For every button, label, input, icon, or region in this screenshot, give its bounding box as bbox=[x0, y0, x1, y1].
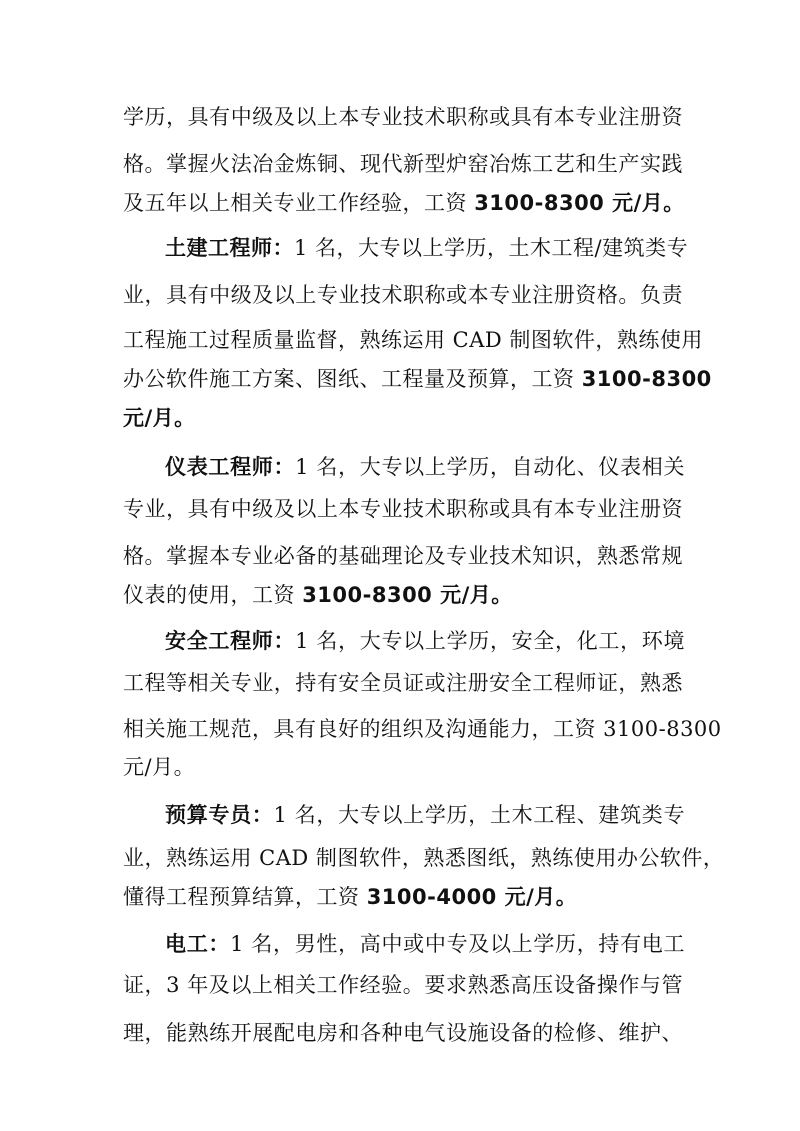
paragraph-line bbox=[123, 145, 683, 183]
paragraph-line bbox=[123, 98, 683, 136]
text-run: 1 名，大专以上学历，土木工程、建筑类专 bbox=[273, 803, 685, 827]
paragraph-line bbox=[123, 878, 683, 916]
paragraph-line bbox=[123, 184, 683, 222]
text-run: 懂得工程预算结算，工资 bbox=[123, 885, 367, 909]
paragraph-line bbox=[165, 622, 685, 660]
paragraph-line bbox=[123, 664, 683, 702]
salary-range: 3100-4000 元/月。 bbox=[366, 885, 578, 909]
salary-range: 3100-8300 bbox=[474, 191, 605, 215]
paragraph-line bbox=[123, 399, 683, 437]
text-run: 格。掌握本专业必备的基础理论及专业技术知识，熟悉常规 bbox=[123, 544, 683, 568]
job-title: 土建工程师： bbox=[165, 236, 294, 260]
text-run: 理，能熟练开展配电房和各种电气设施设备的检修、维护、 bbox=[123, 1021, 683, 1045]
paragraph-line bbox=[123, 321, 703, 359]
paragraph-line bbox=[165, 229, 689, 267]
salary-unit: 元/月。 bbox=[123, 406, 196, 430]
text-run: 工程等相关专业，持有安全员证或注册安全工程师证，熟悉 bbox=[123, 671, 683, 695]
text-run: 1 名，大专以上学历，安全，化工，环境 bbox=[295, 629, 685, 653]
job-title: 仪表工程师： bbox=[165, 455, 296, 479]
job-title: 电工： bbox=[165, 932, 231, 956]
paragraph-line bbox=[123, 1014, 683, 1052]
paragraph-line bbox=[165, 796, 685, 834]
paragraph-line bbox=[123, 576, 683, 614]
text-run: 办公软件施工方案、图纸、工程量及预算，工资 bbox=[123, 367, 582, 391]
text-run: 工程施工过程质量监督，熟练运用 CAD 制图软件，熟练使用 bbox=[123, 328, 703, 352]
job-title: 预算专员： bbox=[165, 803, 274, 827]
text-run: 专业，具有中级及以上本专业技术职称或具有本专业注册资 bbox=[123, 497, 683, 521]
text-run: 元/月。 bbox=[123, 755, 196, 779]
paragraph-line bbox=[123, 966, 683, 1004]
paragraph-line bbox=[123, 710, 722, 748]
text-run: 1 名，男性，高中或中专及以上学历，持有电工 bbox=[230, 932, 686, 956]
text-run: 相关施工规范，具有良好的组织及沟通能力，工资 3100-8300 bbox=[123, 717, 722, 741]
paragraph-line bbox=[123, 537, 683, 575]
paragraph-line bbox=[123, 276, 683, 314]
paragraph-line bbox=[123, 748, 683, 786]
text-run: 1 名，大专以上学历，土木工程/建筑类专 bbox=[294, 236, 689, 260]
text-run: 学历，具有中级及以上本专业技术职称或具有本专业注册资 bbox=[123, 105, 683, 129]
text-run: 格。掌握火法冶金炼铜、现代新型炉窑冶炼工艺和生产实践 bbox=[123, 152, 683, 176]
paragraph-line bbox=[123, 490, 683, 528]
salary-range: 3100-8300 bbox=[581, 367, 712, 391]
text-run: 1 名，大专以上学历，自动化、仪表相关 bbox=[295, 455, 685, 479]
paragraph-line bbox=[165, 925, 685, 963]
paragraph-line bbox=[123, 360, 712, 398]
salary-range: 3100-8300 元/月。 bbox=[302, 583, 513, 607]
text-run: 证，3 年及以上相关工作经验。要求熟悉高压设备操作与管 bbox=[123, 973, 683, 997]
text-run: 及五年以上相关专业工作经验，工资 bbox=[123, 191, 475, 215]
text-run: 仪表的使用，工资 bbox=[123, 583, 303, 607]
text-run: 业，熟练运用 CAD 制图软件，熟悉图纸，熟练使用办公软件， bbox=[123, 846, 725, 870]
salary-unit: 元/月。 bbox=[604, 191, 685, 215]
paragraph-line bbox=[123, 839, 725, 877]
job-title: 安全工程师： bbox=[165, 629, 296, 653]
text-run: 业，具有中级及以上专业技术职称或本专业注册资格。负责 bbox=[123, 283, 683, 307]
paragraph-line bbox=[165, 448, 685, 486]
